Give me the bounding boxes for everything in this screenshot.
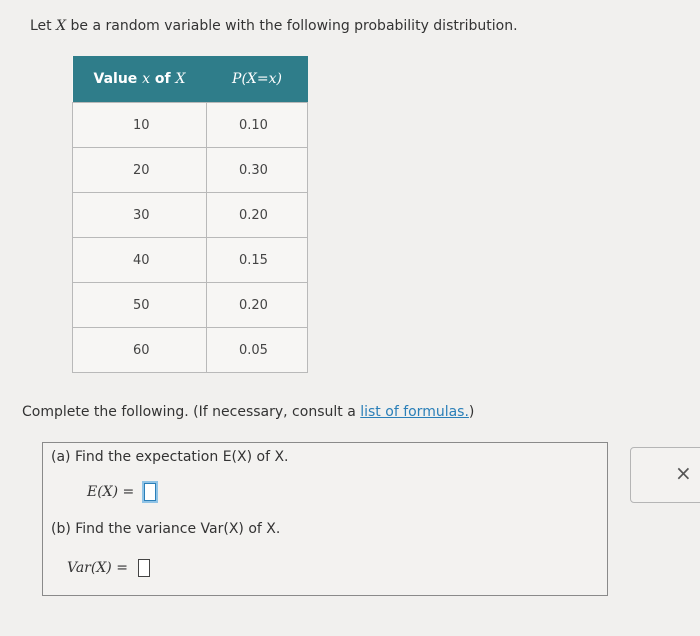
table-row [73,148,308,193]
table-row [73,103,308,148]
close-icon: × [675,461,692,485]
instructions: Complete the following. (If necessary, consult a list of formulas.) [22,404,475,420]
expectation-input[interactable] [144,483,156,501]
cell-probability: 0.20 [207,283,308,328]
cell-value-x: 60 [73,328,207,373]
cell-probability: 0.15 [207,238,308,283]
question-a-label: (a) Find the expectation E(X) of X. [51,449,289,465]
table-row [73,238,308,283]
answer-panel [42,442,608,596]
cell-value-x: 10 [73,103,207,148]
header-probability: P(X=x) [207,56,308,103]
cell-value-x: 50 [73,283,207,328]
close-button[interactable] [630,447,700,503]
cell-probability: 0.30 [207,148,308,193]
formulas-link[interactable]: list of formulas. [360,404,469,420]
table-row [73,193,308,238]
intro-var: X [56,18,67,34]
cell-value-x: 30 [73,193,207,238]
intro-prefix: Let [30,18,57,34]
table-row [73,283,308,328]
variance-input[interactable] [138,559,150,577]
cell-value-x: 20 [73,148,207,193]
table-row [73,328,308,373]
intro-suffix: be a random variable with the following probability distribution. [66,18,518,34]
intro-text [30,18,518,34]
table-header-row [73,56,308,103]
cell-probability: 0.20 [207,193,308,238]
probability-table [72,56,308,373]
question-b-equation: Var(X) = [67,559,150,577]
header-value-x: Value x of X [73,56,207,103]
question-a-equation: E(X) = [87,483,156,501]
cell-probability: 0.05 [207,328,308,373]
question-b-label: (b) Find the variance Var(X) of X. [51,521,281,537]
cell-probability: 0.10 [207,103,308,148]
cell-value-x: 40 [73,238,207,283]
